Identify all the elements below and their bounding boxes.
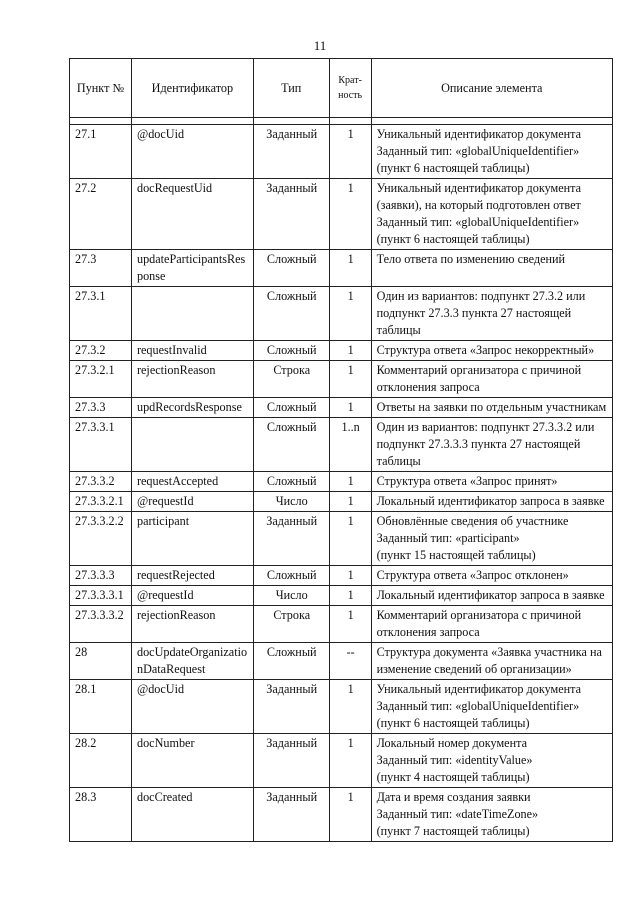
cell-multiplicity: 1 (329, 566, 371, 586)
cell-description (371, 512, 612, 566)
cell-multiplicity: 1 (329, 250, 371, 287)
cell-description (371, 788, 612, 842)
cell-description (371, 566, 612, 586)
cell-multiplicity: 1 (329, 361, 371, 398)
table-row (70, 606, 613, 643)
description-line: Заданный тип: «globalUniqueIdentifier» (376, 699, 580, 713)
cell-multiplicity: 1 (329, 512, 371, 566)
description-line: Обновлённые сведения об участнике (376, 514, 569, 528)
header-ident: Идентификатор (131, 59, 253, 118)
description-line: Локальный идентификатор запроса в заявке (376, 588, 605, 602)
cell-identifier: requestAccepted (131, 472, 253, 492)
cell-num: 27.2 (70, 179, 132, 250)
cell-identifier: updateParticipantsResponse (131, 250, 253, 287)
cell-multiplicity: 1 (329, 179, 371, 250)
cell-description (371, 472, 612, 492)
description-line: Комментарий организатора с причиной отклонения запроса (376, 608, 582, 639)
cell-identifier (131, 287, 253, 341)
cell-description (371, 734, 612, 788)
cell-description (371, 250, 612, 287)
cell-identifier: participant (131, 512, 253, 566)
cell-type: Число (253, 586, 329, 606)
cell-num: 27.3.3.1 (70, 418, 132, 472)
description-line: Структура ответа «Запрос некорректный» (376, 343, 595, 357)
table-row (70, 341, 613, 361)
cell-num: 27.3.2 (70, 341, 132, 361)
cell-type: Сложный (253, 398, 329, 418)
table-row (70, 179, 613, 250)
header-desc: Описание элемента (371, 59, 612, 118)
cell-type: Строка (253, 606, 329, 643)
cell-num: 28 (70, 643, 132, 680)
cell-type: Заданный (253, 512, 329, 566)
table-row (70, 398, 613, 418)
cell-multiplicity: 1 (329, 472, 371, 492)
cell-num: 27.3 (70, 250, 132, 287)
cell-identifier: updRecordsResponse (131, 398, 253, 418)
cell-identifier: docCreated (131, 788, 253, 842)
cell-num: 27.3.2.1 (70, 361, 132, 398)
cell-type: Заданный (253, 179, 329, 250)
cell-description (371, 680, 612, 734)
cell-num: 27.1 (70, 125, 132, 179)
header-gap-row (70, 118, 613, 125)
cell-description (371, 643, 612, 680)
cell-identifier: requestInvalid (131, 341, 253, 361)
table-row (70, 643, 613, 680)
cell-multiplicity: 1 (329, 398, 371, 418)
cell-num: 27.3.3.3 (70, 566, 132, 586)
cell-type: Сложный (253, 472, 329, 492)
table-row (70, 472, 613, 492)
header-mult: Крат-ность (329, 59, 371, 118)
cell-multiplicity: 1 (329, 606, 371, 643)
description-line: Заданный тип: «identityValue» (376, 753, 533, 767)
description-line: Тело ответа по изменению сведений (376, 252, 566, 266)
description-line: Локальный идентификатор запроса в заявке (376, 494, 605, 508)
table-row (70, 734, 613, 788)
table-row (70, 566, 613, 586)
element-spec-table (69, 58, 613, 842)
description-line: (пункт 7 настоящей таблицы) (376, 824, 530, 838)
table-row (70, 512, 613, 566)
cell-multiplicity: 1 (329, 341, 371, 361)
description-line: Ответы на заявки по отдельным участникам (376, 400, 607, 414)
cell-identifier: docNumber (131, 734, 253, 788)
cell-type: Сложный (253, 341, 329, 361)
cell-identifier: docRequestUid (131, 179, 253, 250)
cell-description (371, 586, 612, 606)
cell-type: Сложный (253, 287, 329, 341)
table-row (70, 250, 613, 287)
table-row (70, 361, 613, 398)
cell-multiplicity: 1 (329, 586, 371, 606)
description-line: (пункт 6 настоящей таблицы) (376, 232, 530, 246)
cell-num: 27.3.3 (70, 398, 132, 418)
cell-type: Число (253, 492, 329, 512)
description-line: Уникальный идентификатор документа (376, 682, 582, 696)
cell-multiplicity: 1 (329, 680, 371, 734)
description-line: Локальный номер документа (376, 736, 527, 750)
cell-description (371, 398, 612, 418)
cell-num: 27.3.3.3.2 (70, 606, 132, 643)
cell-identifier: @requestId (131, 492, 253, 512)
cell-type: Заданный (253, 788, 329, 842)
cell-type: Заданный (253, 125, 329, 179)
cell-identifier (131, 418, 253, 472)
description-line: Один из вариантов: подпункт 27.3.3.2 или подпункт 27.3.3.3 пункта 27 настоящей таблицы (376, 420, 595, 468)
table-row (70, 680, 613, 734)
cell-num: 27.3.3.2 (70, 472, 132, 492)
description-line: Заданный тип: «globalUniqueIdentifier» (376, 215, 580, 229)
cell-identifier: requestRejected (131, 566, 253, 586)
cell-num: 28.2 (70, 734, 132, 788)
cell-multiplicity: 1..n (329, 418, 371, 472)
header-type: Тип (253, 59, 329, 118)
table-row (70, 586, 613, 606)
cell-multiplicity: -- (329, 643, 371, 680)
cell-description (371, 179, 612, 250)
cell-type: Сложный (253, 418, 329, 472)
cell-num: 28.1 (70, 680, 132, 734)
page-number: 11 (313, 38, 327, 53)
cell-description (371, 418, 612, 472)
cell-type: Сложный (253, 250, 329, 287)
cell-description (371, 361, 612, 398)
cell-identifier: @docUid (131, 125, 253, 179)
description-line: Структура ответа «Запрос принят» (376, 474, 558, 488)
cell-num: 28.3 (70, 788, 132, 842)
table-row (70, 287, 613, 341)
description-line: Уникальный идентификатор документа (376, 127, 582, 141)
description-line: (пункт 6 настоящей таблицы) (376, 716, 530, 730)
cell-identifier: rejectionReason (131, 361, 253, 398)
cell-num: 27.3.1 (70, 287, 132, 341)
table-row (70, 788, 613, 842)
table-body (70, 125, 613, 842)
cell-multiplicity: 1 (329, 492, 371, 512)
cell-type: Заданный (253, 734, 329, 788)
cell-type: Сложный (253, 643, 329, 680)
cell-multiplicity: 1 (329, 125, 371, 179)
cell-multiplicity: 1 (329, 734, 371, 788)
cell-description (371, 492, 612, 512)
description-line: Дата и время создания заявки (376, 790, 531, 804)
cell-identifier: docUpdateOrganizationDataRequest (131, 643, 253, 680)
header-num: Пункт № (70, 59, 132, 118)
description-line: Заданный тип: «globalUniqueIdentifier» (376, 144, 580, 158)
cell-type: Сложный (253, 566, 329, 586)
table-row (70, 492, 613, 512)
cell-description (371, 125, 612, 179)
description-line: (пункт 4 настоящей таблицы) (376, 770, 530, 784)
description-line: Уникальный идентификатор документа (заявки), на который подготовлен ответ (376, 181, 582, 212)
table-row (70, 418, 613, 472)
description-line: Заданный тип: «dateTimeZone» (376, 807, 539, 821)
description-line: Структура документа «Заявка участника на изменение сведений об организации» (376, 645, 602, 676)
table-header-row (70, 59, 613, 118)
cell-identifier: @docUid (131, 680, 253, 734)
cell-multiplicity: 1 (329, 788, 371, 842)
description-line: Структура ответа «Запрос отклонен» (376, 568, 569, 582)
cell-description (371, 606, 612, 643)
cell-type: Строка (253, 361, 329, 398)
cell-num: 27.3.3.3.1 (70, 586, 132, 606)
cell-identifier: @requestId (131, 586, 253, 606)
cell-description (371, 341, 612, 361)
description-line: Комментарий организатора с причиной отклонения запроса (376, 363, 582, 394)
cell-multiplicity: 1 (329, 287, 371, 341)
description-line: (пункт 15 настоящей таблицы) (376, 548, 536, 562)
table-row (70, 125, 613, 179)
description-line: Один из вариантов: подпункт 27.3.2 или подпункт 27.3.3 пункта 27 настоящей таблицы (376, 289, 586, 337)
cell-description (371, 287, 612, 341)
cell-num: 27.3.3.2.2 (70, 512, 132, 566)
cell-identifier: rejectionReason (131, 606, 253, 643)
cell-type: Заданный (253, 680, 329, 734)
description-line: (пункт 6 настоящей таблицы) (376, 161, 530, 175)
description-line: Заданный тип: «participant» (376, 531, 520, 545)
cell-num: 27.3.3.2.1 (70, 492, 132, 512)
